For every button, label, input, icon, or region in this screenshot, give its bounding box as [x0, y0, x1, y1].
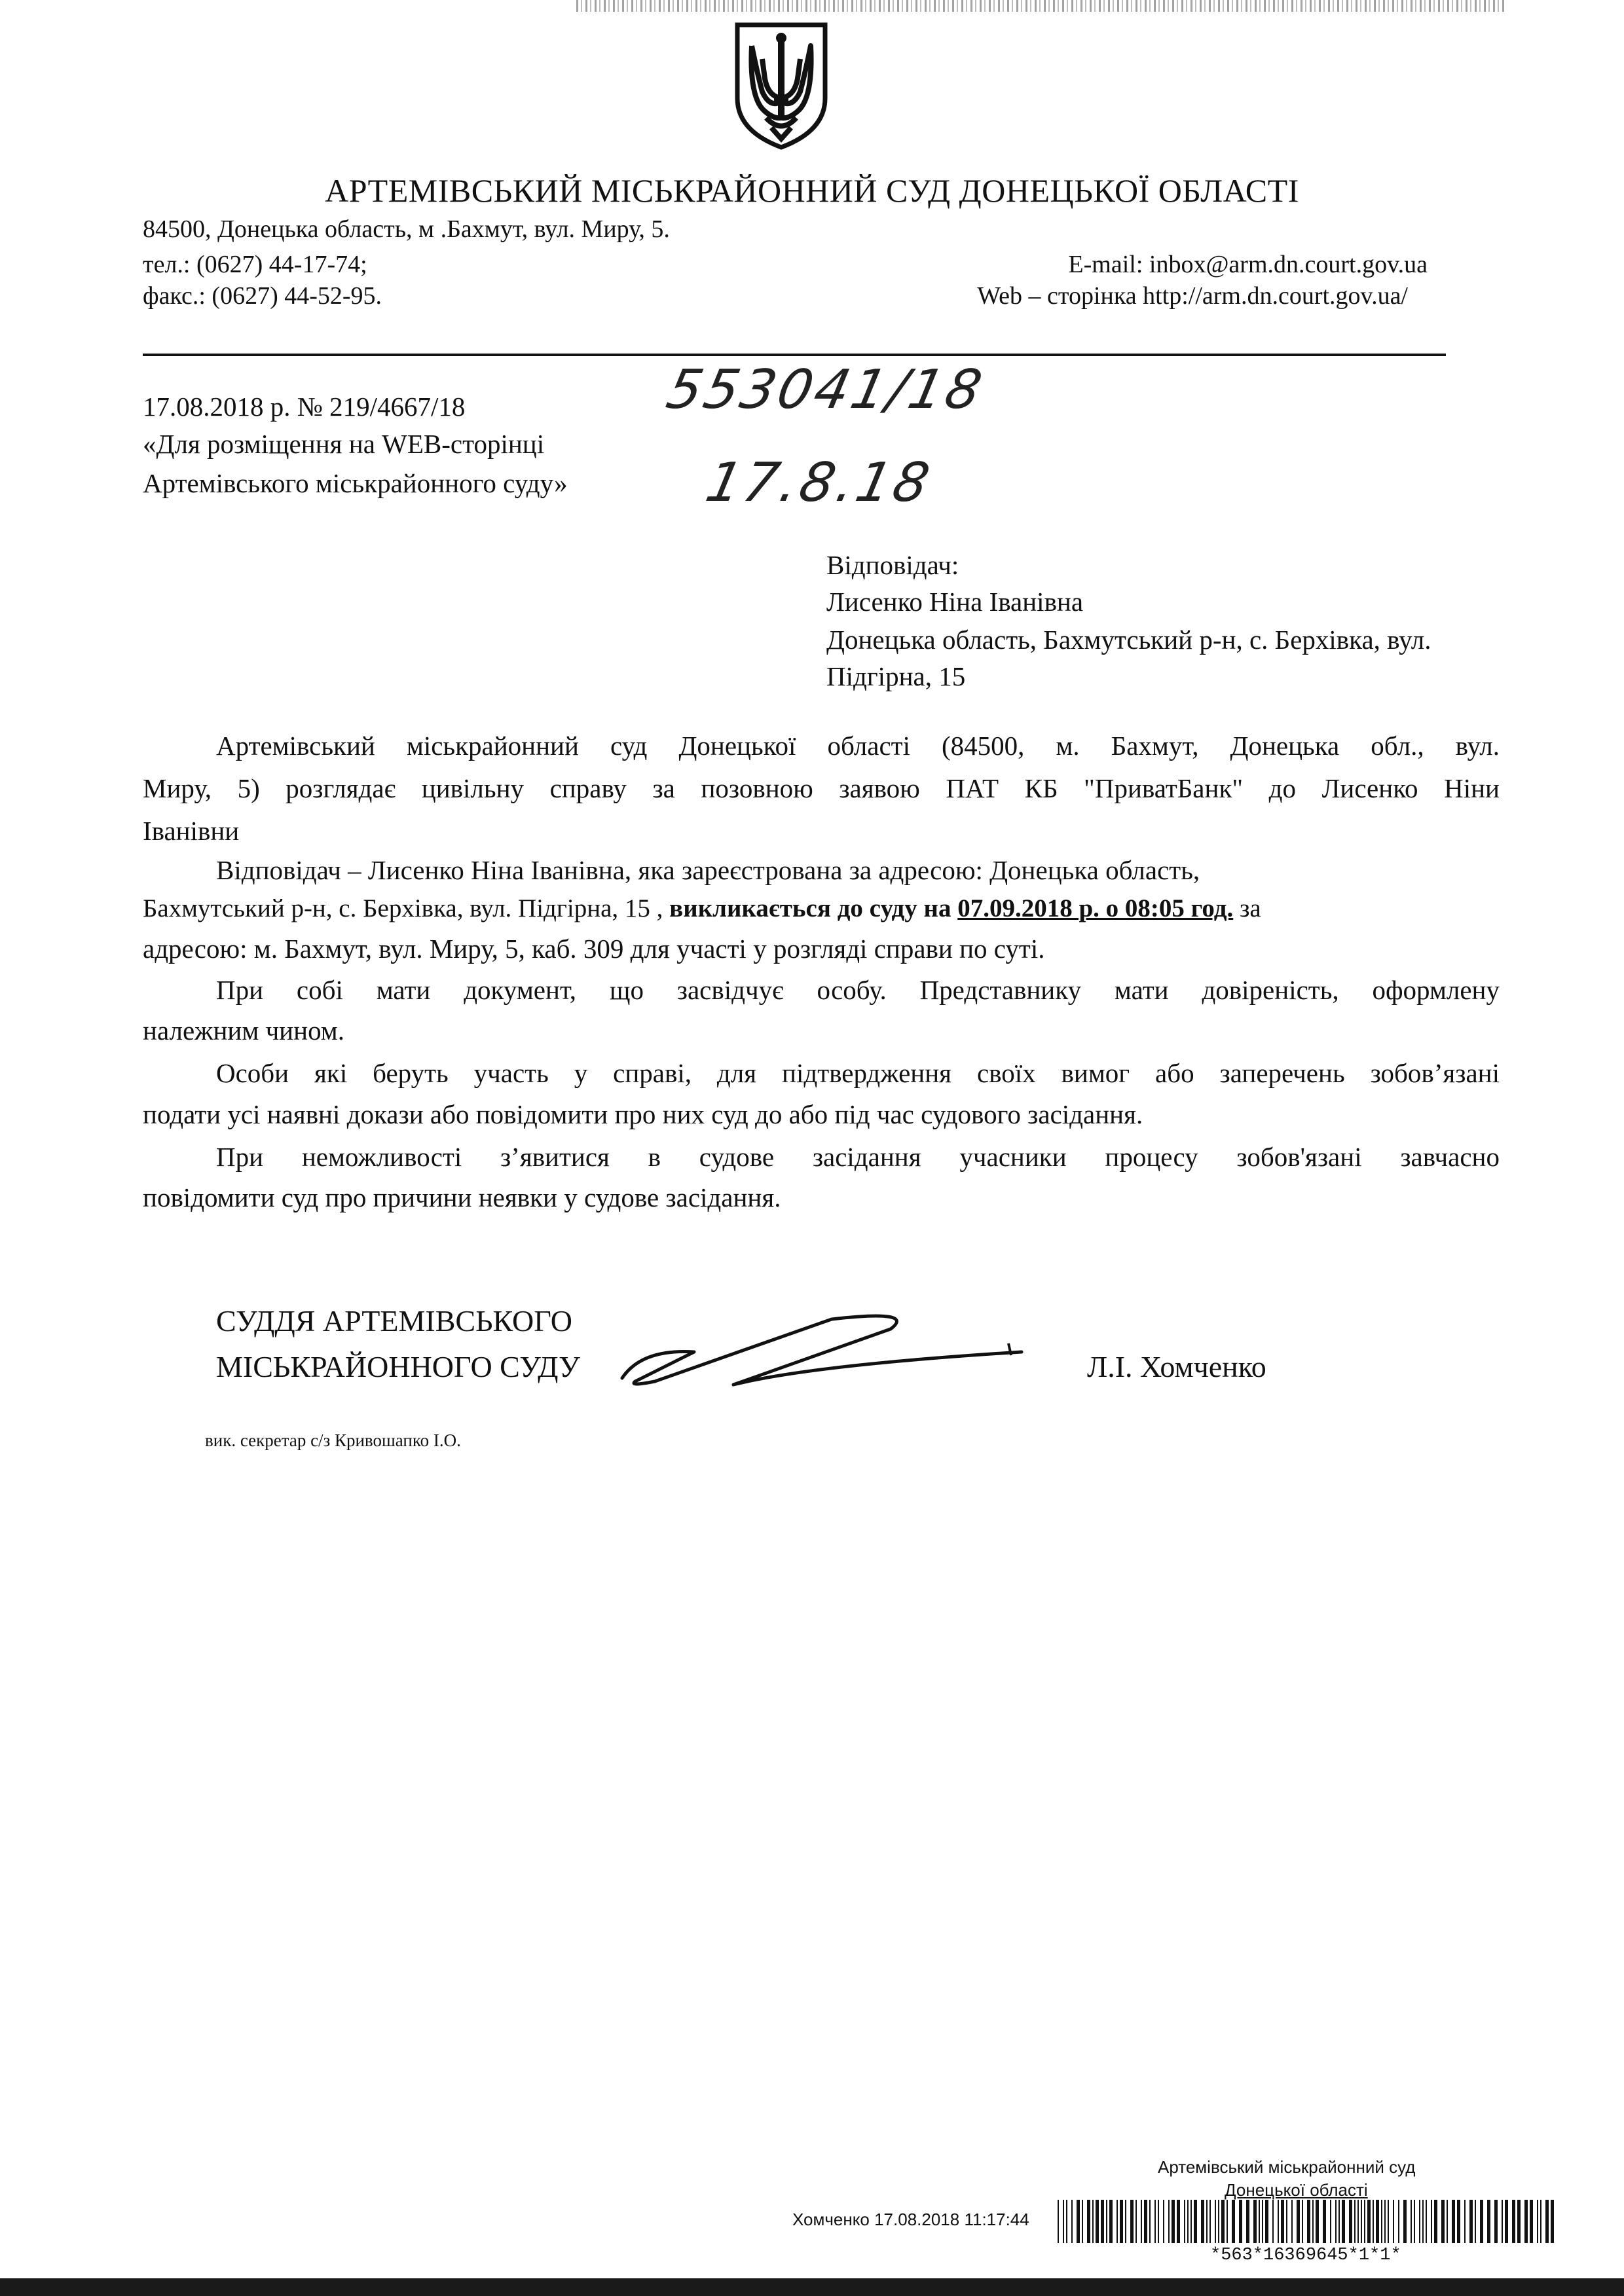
- barcode-bar: [1194, 2200, 1197, 2243]
- hearing-date-time: 07.09.2018 р. о 08:05 год.: [957, 894, 1234, 922]
- barcode-bar: [1330, 2200, 1331, 2243]
- barcode-bar: [1215, 2200, 1216, 2243]
- barcode-bar: [1434, 2200, 1437, 2243]
- barcode-bar: [1411, 2200, 1412, 2243]
- barcode-bar: [1218, 2200, 1219, 2243]
- barcode-bar: [1077, 2200, 1080, 2243]
- barcode-bar: [1184, 2200, 1185, 2243]
- barcode-bar: [1487, 2200, 1490, 2243]
- barcode-bar: [1109, 2200, 1113, 2243]
- barcode-bar: [1323, 2200, 1326, 2243]
- barcode-bar: [1335, 2200, 1337, 2243]
- barcode-bar: [1441, 2200, 1445, 2243]
- barcode-bar: [1505, 2200, 1508, 2243]
- barcode-bar: [1209, 2200, 1211, 2243]
- body-paragraph-2-tail: за: [1240, 894, 1261, 922]
- addressee-address-line1: Донецька область, Бахмутський р-н, с. Берхівка, вул.: [826, 625, 1431, 655]
- stamp-court-line1: Артемівський міськрайонний суд: [1158, 2157, 1416, 2177]
- barcode-bar: [1087, 2200, 1090, 2243]
- barcode-bar: [1349, 2200, 1352, 2243]
- web-publication-note-line2: Артемівського міськрайонного суду»: [143, 468, 568, 498]
- barcode-bar: [1540, 2200, 1541, 2243]
- handwritten-incoming-date: 17.8.18: [700, 452, 938, 514]
- barcode-bar: [1384, 2200, 1386, 2243]
- scan-artifact-bottom: [0, 2278, 1624, 2296]
- barcode-bar: [1120, 2200, 1123, 2243]
- addressee-address-line2: Підгірна, 15: [826, 661, 966, 691]
- barcode-bar: [1517, 2200, 1521, 2243]
- barcode-bar: [1376, 2200, 1379, 2243]
- barcode-bar: [1480, 2200, 1483, 2243]
- barcode-bar: [1316, 2200, 1319, 2243]
- trident-coat-of-arms-icon: [732, 20, 830, 151]
- barcode-bar: [1426, 2200, 1427, 2243]
- barcode-bar: [1135, 2200, 1137, 2243]
- barcode-bar: [1530, 2200, 1533, 2243]
- web-publication-note-line1: «Для розміщення на WEB-сторінці: [143, 429, 545, 459]
- barcode-bar: [1058, 2200, 1059, 2243]
- barcode-bar: [1201, 2200, 1204, 2243]
- scan-artifact-top: [576, 0, 1506, 12]
- barcode-bar: [1431, 2200, 1432, 2243]
- barcode-bar: [1190, 2200, 1192, 2243]
- barcode-bar: [1232, 2200, 1235, 2243]
- barcode-bar: [1286, 2200, 1287, 2243]
- barcode-bar: [1163, 2200, 1164, 2243]
- barcode-bar: [1177, 2200, 1180, 2243]
- summons-phrase: викликається до суду на: [669, 894, 951, 922]
- barcode-bar: [1227, 2200, 1228, 2243]
- barcode-bar: [1447, 2200, 1448, 2243]
- barcode-bar: [1364, 2200, 1365, 2243]
- judge-title-line2: МІСЬКРАЙОННОГО СУДУ: [216, 1350, 580, 1383]
- barcode-bar: [1291, 2200, 1293, 2243]
- header-divider: [143, 354, 1446, 356]
- court-title: АРТЕМІВСЬКИЙ МІСЬКРАЙОННИЙ СУД ДОНЕЦЬКОЇ ОБЛАСТІ: [325, 172, 1299, 209]
- stamp-user-datetime: Хомченко 17.08.2018 11:17:44: [792, 2210, 1029, 2229]
- body-paragraph-1-line1: Артемівський міськрайонний суд Донецької області (84500, м. Бахмут, Донецька обл., вул.: [216, 731, 1500, 761]
- secretary-note: вик. секретар с/з Кривошапко І.О.: [205, 1430, 461, 1450]
- body-paragraph-4-line1: Особи які беруть участь у справі, для підтвердження своїх вимог або заперечень зобов’язані: [216, 1058, 1500, 1088]
- barcode-bar: [1092, 2200, 1094, 2243]
- document-date-number: 17.08.2018 р. № 219/4667/18: [143, 392, 466, 422]
- court-address: 84500, Донецька область, м .Бахмут, вул. Миру, 5.: [143, 215, 670, 243]
- body-paragraph-3-line2: належним чином.: [143, 1015, 344, 1046]
- barcode-bar: [1116, 2200, 1118, 2243]
- barcode-bar: [1422, 2200, 1424, 2243]
- barcode-bar: [1265, 2200, 1268, 2243]
- judge-title-line1: СУДДЯ АРТЕМІВСЬКОГО: [216, 1304, 572, 1338]
- body-paragraph-5-line1: При неможливості з’явитися в судове засідання учасники процесу зобов'язані завчасно: [216, 1142, 1500, 1172]
- barcode-bar: [1388, 2200, 1389, 2243]
- barcode-bar: [1354, 2200, 1356, 2243]
- barcode-bar: [1367, 2200, 1371, 2243]
- barcode-bar: [1464, 2200, 1466, 2243]
- court-website: Web – сторінка http://arm.dn.court.gov.ua/: [977, 282, 1408, 310]
- barcode-bar: [1259, 2200, 1260, 2243]
- court-fax: факс.: (0627) 44-52-95.: [143, 282, 382, 310]
- barcode-bar: [1393, 2200, 1394, 2243]
- barcode-bar: [1419, 2200, 1420, 2243]
- barcode-bar: [1545, 2200, 1549, 2243]
- body-paragraph-1-line3: Іванівни: [143, 816, 240, 846]
- barcode-bar: [1096, 2200, 1099, 2243]
- barcode-bar: [1246, 2200, 1249, 2243]
- barcode-bar: [1494, 2200, 1498, 2243]
- barcode-bar: [1512, 2200, 1515, 2243]
- barcode-bar: [1187, 2200, 1189, 2243]
- barcode-bar: [1106, 2200, 1107, 2243]
- barcode-bar: [1144, 2200, 1147, 2243]
- barcode-bar: [1206, 2200, 1208, 2243]
- barcode-bar: [1125, 2200, 1126, 2243]
- barcode-bar: [1381, 2200, 1382, 2243]
- barcode-bar: [1239, 2200, 1242, 2243]
- stamp-court-line2: Донецької області: [1225, 2180, 1368, 2200]
- barcode-bar: [1373, 2200, 1374, 2243]
- barcode-bar: [1272, 2200, 1274, 2243]
- barcode-bar: [1357, 2200, 1359, 2243]
- barcode-bar: [1307, 2200, 1310, 2243]
- barcode-bar: [1066, 2200, 1067, 2243]
- barcode-bar: [1297, 2200, 1300, 2243]
- barcode-bar: [1149, 2200, 1151, 2243]
- barcode-bar: [1158, 2200, 1159, 2243]
- addressee-label: Відповідач:: [826, 550, 959, 580]
- court-email: E-mail: inbox@arm.dn.court.gov.ua: [1068, 251, 1428, 278]
- barcode-bar: [1361, 2200, 1362, 2243]
- barcode-bar: [1168, 2200, 1170, 2243]
- barcode-bar: [1141, 2200, 1142, 2243]
- barcode-bar: [1172, 2200, 1175, 2243]
- barcode-bar: [1502, 2200, 1503, 2243]
- barcode-bar: [1403, 2200, 1407, 2243]
- body-paragraph-2-line3: адресою: м. Бахмут, вул. Миру, 5, каб. 309 для участі у розгляді справи по суті.: [143, 934, 1045, 964]
- barcode-bar: [1281, 2200, 1284, 2243]
- barcode-bar: [1537, 2200, 1538, 2243]
- body-paragraph-2-line1: Відповідач – Лисенко Ніна Іванівна, яка зареєстрована за адресою: Донецька область,: [216, 855, 1200, 885]
- barcode-bar: [1398, 2200, 1399, 2243]
- barcode-bar: [1071, 2200, 1073, 2243]
- barcode-bar: [1154, 2200, 1156, 2243]
- judge-signature: [616, 1303, 1035, 1394]
- barcode-bar: [1342, 2200, 1345, 2243]
- body-paragraph-4-line2: подати усі наявні докази або повідомити про них суд до або під час судового засідання.: [143, 1099, 1143, 1129]
- barcode-bar: [1312, 2200, 1314, 2243]
- barcode-bar: [1130, 2200, 1134, 2243]
- body-paragraph-1-line2: Миру, 5) розглядає цивільну справу за позовною заявою ПАТ КБ "ПриватБанк" до Лисенко Ніни: [143, 773, 1500, 803]
- barcode-bar: [1082, 2200, 1083, 2243]
- handwritten-incoming-number: 553041/18: [661, 359, 990, 421]
- barcode-bar: [1551, 2200, 1554, 2243]
- barcode-bar: [1457, 2200, 1460, 2243]
- barcode-bar: [1338, 2200, 1340, 2243]
- barcode-bar: [1302, 2200, 1303, 2243]
- body-paragraph-2-address: Бахмутський р-н, с. Берхівка, вул. Підгірна, 15 ,: [143, 894, 663, 922]
- judge-name: Л.І. Хомченко: [1087, 1350, 1266, 1383]
- barcode-bar: [1469, 2200, 1473, 2243]
- barcode-bar: [1262, 2200, 1263, 2243]
- barcode-bar: [1452, 2200, 1455, 2243]
- barcode-image: [1058, 2200, 1555, 2243]
- barcode-bar: [1475, 2200, 1476, 2243]
- barcode-bar: [1063, 2200, 1064, 2243]
- barcode-bar: [1253, 2200, 1257, 2243]
- court-phone: тел.: (0627) 44-17-74;: [143, 251, 367, 278]
- addressee-name: Лисенко Ніна Іванівна: [826, 587, 1084, 617]
- body-paragraph-3-line1: При собі мати документ, що засвідчує особу. Представнику мати довіреність, оформлену: [216, 975, 1500, 1005]
- barcode-bar: [1278, 2200, 1279, 2243]
- barcode-bar: [1414, 2200, 1415, 2243]
- barcode-bar: [1101, 2200, 1104, 2243]
- barcode-bar: [1221, 2200, 1225, 2243]
- barcode-bar: [1524, 2200, 1528, 2243]
- barcode-number: *563*16369645*1*1*: [1210, 2246, 1401, 2265]
- body-paragraph-5-line2: повідомити суд про причини неявки у судове засідання.: [143, 1182, 781, 1212]
- body-paragraph-2-line2: [143, 887, 1261, 930]
